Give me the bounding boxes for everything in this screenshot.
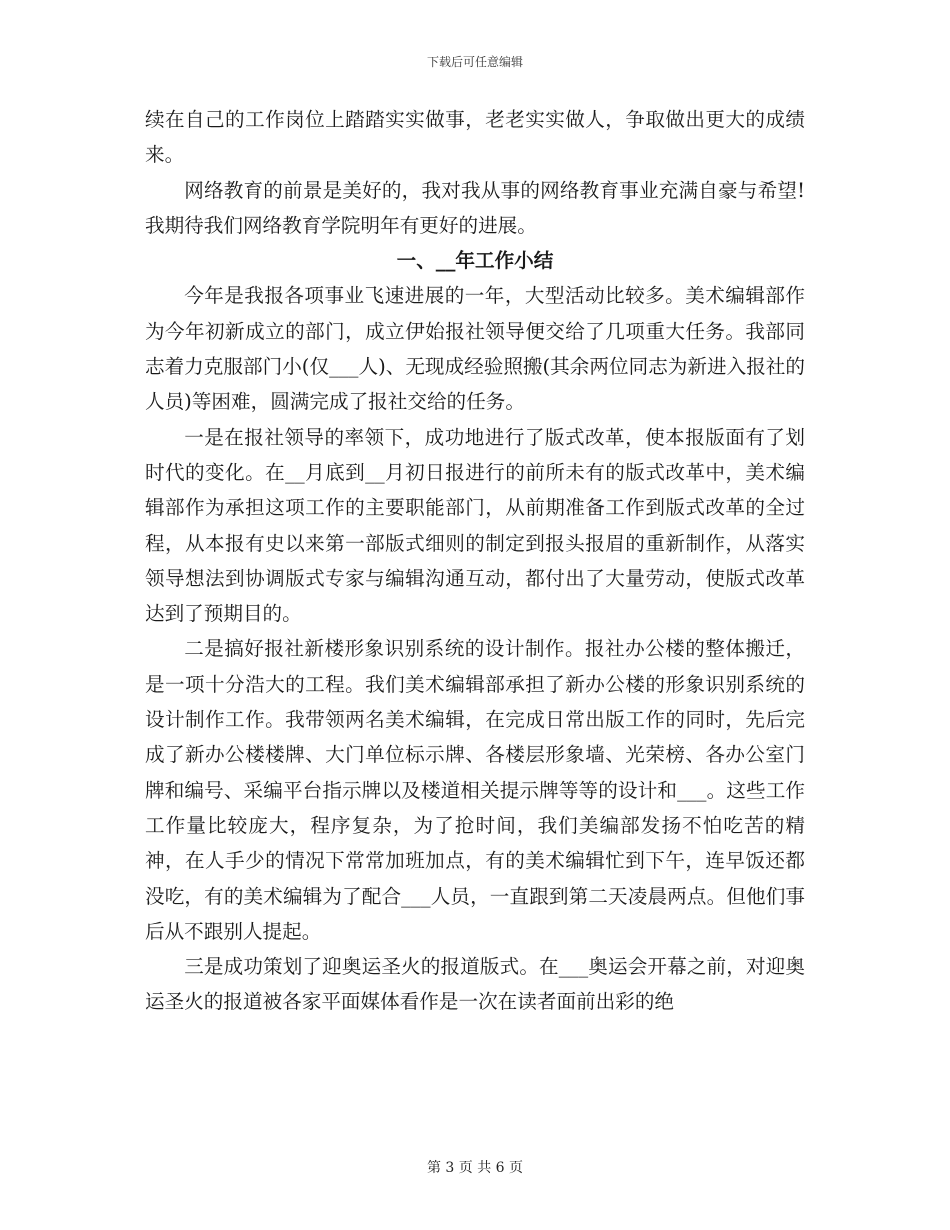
paragraph-continued: 续在自己的工作岗位上踏踏实实做事，老老实实做人，争取做出更大的成绩来。 (145, 108, 805, 167)
paragraph-outlook: 网络教育的前景是美好的，我对我从事的网络教育事业充满自豪与希望!我期待我们网络教育学院明年有更好的进展。 (145, 178, 805, 237)
page-header: 下载后可任意编辑 (426, 55, 523, 69)
paragraph-intro: 今年是我报各项事业飞速进展的一年，大型活动比较多。美术编辑部作为今年初新成立的部门，成立伊始报社领导便交给了几项重大任务。我部同志着力克服部门小(仅___人)、无现成经验照搬(其余两位同志为新进入报社的人员)等困难，圆满完成了报社交给的任务。 (145, 284, 805, 414)
paragraph-item-two: 二是搞好报社新楼形象识别系统的设计制作。报社办公楼的整体搬迁，是一项十分浩大的工程。我们美术编辑部承担了新办公楼的形象识别系统的设计制作工作。我带领两名美术编辑，在完成日常出版工作的同时，先后完成了新办公楼楼牌、大门单位标示牌、各楼层形象墙、光荣榜、各办公室门牌和编号、采编平台指示牌以及楼道相关提示牌等等的设计和___。这些工作工作量比较庞大，程序复杂，为了抢时间，我们美编部发扬不怕吃苦的精神，在人手少的情况下常常加班加点，有的美术编辑忙到下午，连早饭还都没吃，有的美术编辑为了配合___人员，一直跟到第二天凌晨两点。但他们事后从不跟别人提起。 (145, 637, 805, 943)
page-footer: 第 3 页 共 6 页 (426, 1160, 524, 1176)
section-heading: 一、__年工作小结 (396, 249, 554, 273)
paragraph-item-one: 一是在报社领导的率领下，成功地进行了版式改革，使本报版面有了划时代的变化。在__月底到__月初日报进行的前所未有的版式改革中，美术编辑部作为承担这项工作的主要职能部门，从前期准备工作到版式改革的全过程，从本报有史以来第一部版式细则的制定到报头报眉的重新制作，从落实领导想法到协调版式专家与编辑沟通互动，都付出了大量劳动，使版式改革达到了预期目的。 (145, 425, 805, 626)
paragraph-item-three: 三是成功策划了迎奥运圣火的报道版式。在___奥运会开幕之前，对迎奥运圣火的报道被各家平面媒体看作是一次在读者面前出彩的绝 (145, 955, 805, 1014)
document-body (145, 102, 805, 1020)
